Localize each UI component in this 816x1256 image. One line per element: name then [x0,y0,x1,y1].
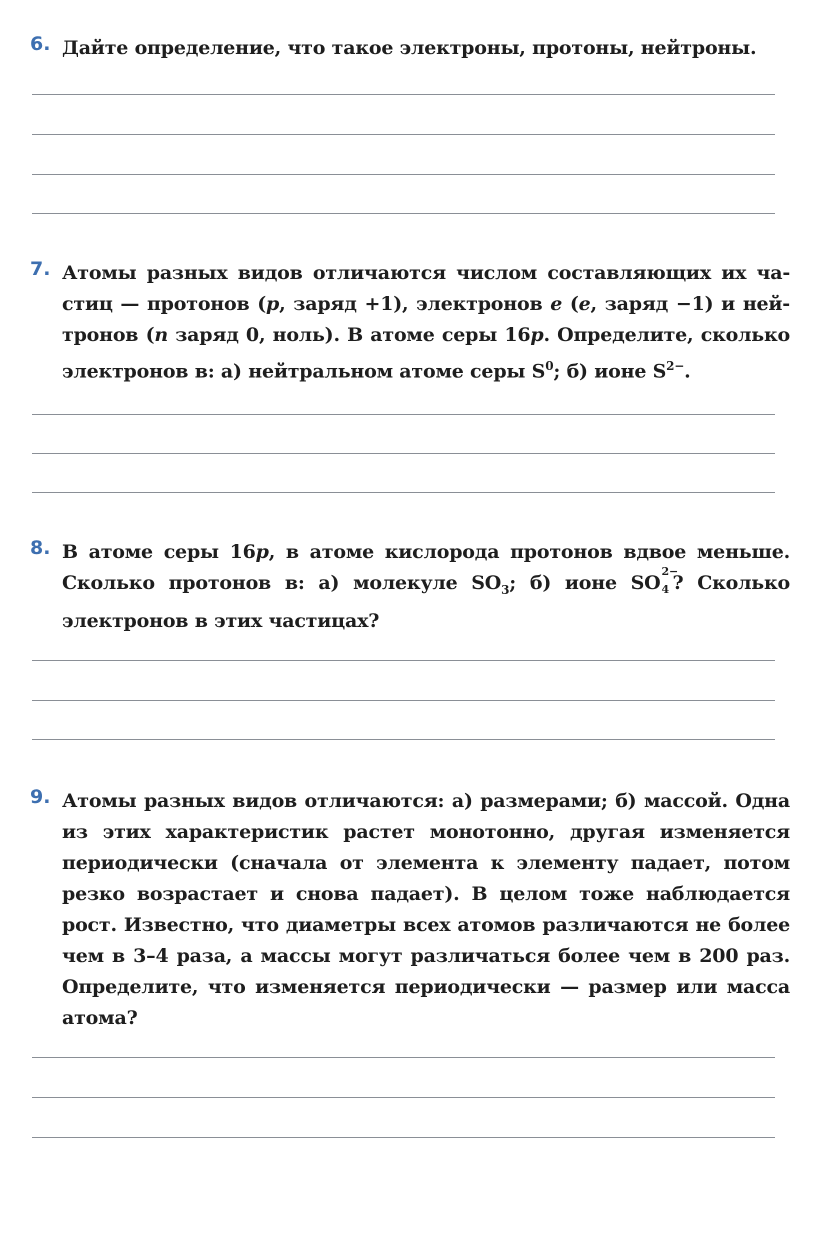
answer-line[interactable] [32,739,775,740]
task-7 [30,258,790,387]
answer-line[interactable] [32,1097,775,1098]
answer-line[interactable] [32,492,775,493]
answer-line[interactable] [32,134,775,135]
answer-line[interactable] [32,1057,775,1058]
task-text: Атомы разных видов отличаются числом составляющих их ча- стиц — протонов (p, заряд +1), электронов e (e, заряд −1) и ней- тронов (n заряд 0, ноль). В атоме серы 16p. Определите, сколько электронов в: а) нейтральном атоме серы $S^0$; б) ионе $S^{2-}$. [62,262,790,383]
task-number: 8. [30,537,51,559]
task-number: 9. [30,786,51,808]
task-number: 6. [30,33,51,55]
answer-line[interactable] [32,174,775,175]
answer-line[interactable] [32,453,775,454]
answer-line[interactable] [32,213,775,214]
answer-line[interactable] [32,700,775,701]
task-6 [30,33,790,64]
answer-line[interactable] [32,1137,775,1138]
task-text: Дайте определение, что такое электроны, протоны, нейтроны. [62,37,757,59]
answer-line[interactable] [32,660,775,661]
answer-line[interactable] [32,414,775,415]
task-number: 7. [30,258,51,280]
answer-line[interactable] [32,94,775,95]
task-text: Атомы разных видов отличаются: а) размерами; б) массой. Одна из этих характеристик растет монотонно, другая изменяется периодически (сначала от элемента к элементу падает, потом резко возрастает и снова падает). В целом тоже наблюдается рост. Известно, что диаметры всех атомов различаются не более чем в 3–4 раза, а массы могут различаться более чем в 200 раз. Определите, что изменяется периодически — размер или масса атома? [62,790,790,1029]
task-8 [30,537,790,637]
task-text: В атоме серы 16p, в атоме кислорода протонов вдвое меньше. Сколько протонов в: а) молекуле $SO_3$; б) ионе SO 2− 4 ? Сколько электронов в этих частицах? [62,541,791,632]
task-9 [30,786,790,1034]
